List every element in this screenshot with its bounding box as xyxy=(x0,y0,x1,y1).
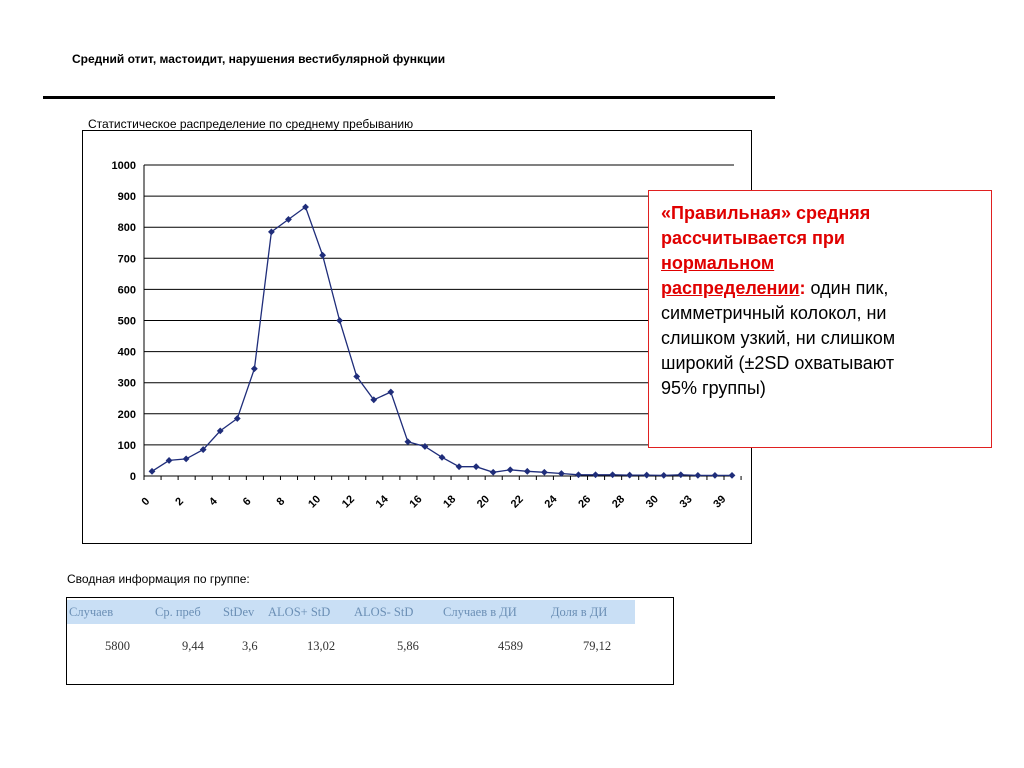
value-stdev: 3,6 xyxy=(242,639,258,653)
x-tick-label: 33 xyxy=(677,493,695,511)
value-share-in-ci: 79,12 xyxy=(583,639,612,653)
x-tick-label: 4 xyxy=(206,495,220,509)
chart-title: Статистическое распределение по среднему пребыванию xyxy=(88,117,414,131)
header-stdev: StDev xyxy=(223,605,255,619)
header-cases: Случаев xyxy=(69,605,114,619)
x-tick-label: 18 xyxy=(441,493,459,511)
y-tick-label: 500 xyxy=(117,315,136,328)
header-share-in-ci: Доля в ДИ xyxy=(551,605,608,619)
summary-header-row xyxy=(67,600,635,624)
y-tick-label: 200 xyxy=(117,408,136,421)
y-tick-label: 900 xyxy=(117,191,136,204)
y-tick-label: 800 xyxy=(117,222,136,235)
y-tick-label: 700 xyxy=(117,253,136,266)
x-tick-label: 28 xyxy=(610,493,628,511)
x-tick-label: 39 xyxy=(711,493,729,511)
value-cases: 5800 xyxy=(105,639,130,653)
callout-line-5: симметричный колокол, ни xyxy=(661,303,887,323)
x-tick-label: 0 xyxy=(139,495,153,509)
x-tick-label: 10 xyxy=(306,493,324,511)
x-tick-label: 12 xyxy=(339,493,358,511)
y-tick-label: 300 xyxy=(117,377,136,390)
value-alos-plus-std: 13,02 xyxy=(307,639,336,653)
value-cases-in-ci: 4589 xyxy=(498,639,523,653)
value-alos-minus-std: 5,86 xyxy=(397,639,419,653)
x-tick-label: 30 xyxy=(643,493,661,511)
summary-title: Сводная информация по группе: xyxy=(67,572,250,586)
callout-line-2: рассчитывается при xyxy=(661,228,845,248)
y-tick-label: 400 xyxy=(117,346,136,359)
x-tick-label: 6 xyxy=(240,495,254,509)
y-tick-label: 100 xyxy=(117,439,136,452)
page-title: Средний отит, мастоидит, нарушения вестибулярной функции xyxy=(72,52,446,66)
x-tick-label: 2 xyxy=(173,495,187,509)
y-tick-label: 0 xyxy=(129,471,136,483)
header-alos-plus-std: ALOS+ StD xyxy=(268,605,331,619)
callout-line-6: слишком узкий, ни слишком xyxy=(661,328,896,348)
callout-colon: : xyxy=(799,278,806,298)
x-tick-label: 26 xyxy=(576,493,594,511)
header-alos-minus-std: ALOS- StD xyxy=(354,605,414,619)
callout-line-8: 95% группы) xyxy=(661,378,766,398)
summary-table xyxy=(66,597,674,685)
y-tick-label: 600 xyxy=(117,284,136,297)
header-cases-in-ci: Случаев в ДИ xyxy=(443,605,517,619)
x-tick-label: 8 xyxy=(274,495,288,509)
x-tick-label: 20 xyxy=(474,493,493,511)
header-avg-stay: Ср. преб xyxy=(155,605,201,619)
callout-line-3: нормальном xyxy=(661,253,775,273)
title-divider xyxy=(43,96,775,99)
callout-line-1: «Правильная» средняя xyxy=(661,203,871,223)
callout-line-4-emphasis: распределении xyxy=(661,278,800,298)
x-tick-label: 24 xyxy=(542,493,560,511)
x-tick-label: 22 xyxy=(508,493,526,511)
x-tick-label: 16 xyxy=(407,493,425,511)
y-tick-label: 1000 xyxy=(111,160,136,172)
callout-line-4-rest: один пик, xyxy=(805,278,889,298)
value-avg-stay: 9,44 xyxy=(182,639,204,653)
x-tick-label: 14 xyxy=(373,493,391,511)
callout-line-7: широкий (±2SD охватывают xyxy=(661,353,895,373)
callout-box xyxy=(648,190,992,448)
